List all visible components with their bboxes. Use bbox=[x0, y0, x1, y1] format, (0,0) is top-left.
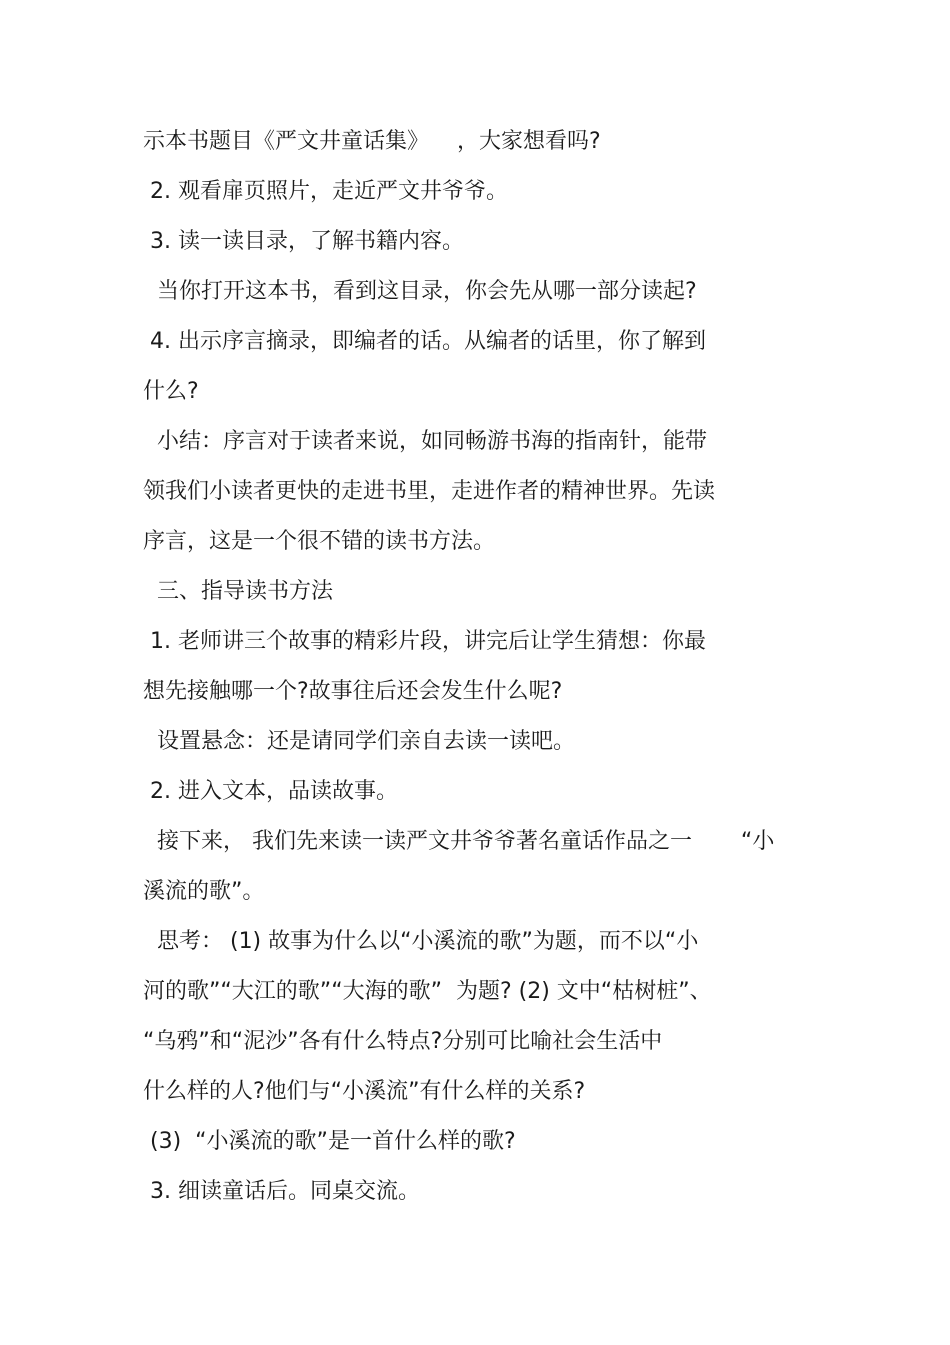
text-line: 河的歌”“大江的歌”“大海的歌” 为题? (2) 文中“枯树桩”、 bbox=[143, 979, 712, 1004]
text-line: 溪流的歌”。 bbox=[143, 879, 265, 904]
text-line: 4. 出示序言摘录，即编者的话。从编者的话里，你了解到 bbox=[143, 329, 706, 354]
text-line: 2. 进入文本，品读故事。 bbox=[143, 779, 398, 804]
text-line: 3. 细读童话后。同桌交流。 bbox=[143, 1179, 420, 1204]
text-line: 3. 读一读目录，了解书籍内容。 bbox=[143, 229, 464, 254]
text-line: 设置悬念：还是请同学们亲自去读一读吧。 bbox=[143, 729, 575, 754]
text-line: (3) “小溪流的歌”是一首什么样的歌? bbox=[143, 1129, 516, 1154]
text-line: 小结：序言对于读者来说，如同畅游书海的指南针，能带 bbox=[143, 429, 707, 454]
text-line: 示本书题目《严文井童话集》 ，大家想看吗? bbox=[143, 129, 601, 154]
text-line: 2. 观看扉页照片，走近严文井爷爷。 bbox=[143, 179, 508, 204]
text-line: 领我们小读者更快的走进书里，走进作者的精神世界。先读 bbox=[143, 479, 716, 504]
text-line: 接下来， 我们先来读一读严文井爷爷著名童话作品之一 “小 bbox=[143, 829, 775, 854]
text-line: 什么样的人?他们与“小溪流”有什么样的关系? bbox=[143, 1079, 586, 1104]
text-line: 想先接触哪一个?故事往后还会发生什么呢? bbox=[143, 679, 563, 704]
text-line: 思考： (1) 故事为什么以“小溪流的歌”为题，而不以“小 bbox=[143, 929, 699, 954]
text-line: 1. 老师讲三个故事的精彩片段，讲完后让学生猜想：你最 bbox=[143, 629, 706, 654]
text-line: “乌鸦”和“泥沙”各有什么特点?分别可比喻社会生活中 bbox=[143, 1029, 663, 1054]
section-heading: 三、指导读书方法 bbox=[143, 579, 333, 604]
text-line: 当你打开这本书，看到这目录，你会先从哪一部分读起? bbox=[143, 279, 697, 304]
text-line: 序言，这是一个很不错的读书方法。 bbox=[143, 529, 496, 554]
text-line: 什么? bbox=[143, 379, 199, 404]
